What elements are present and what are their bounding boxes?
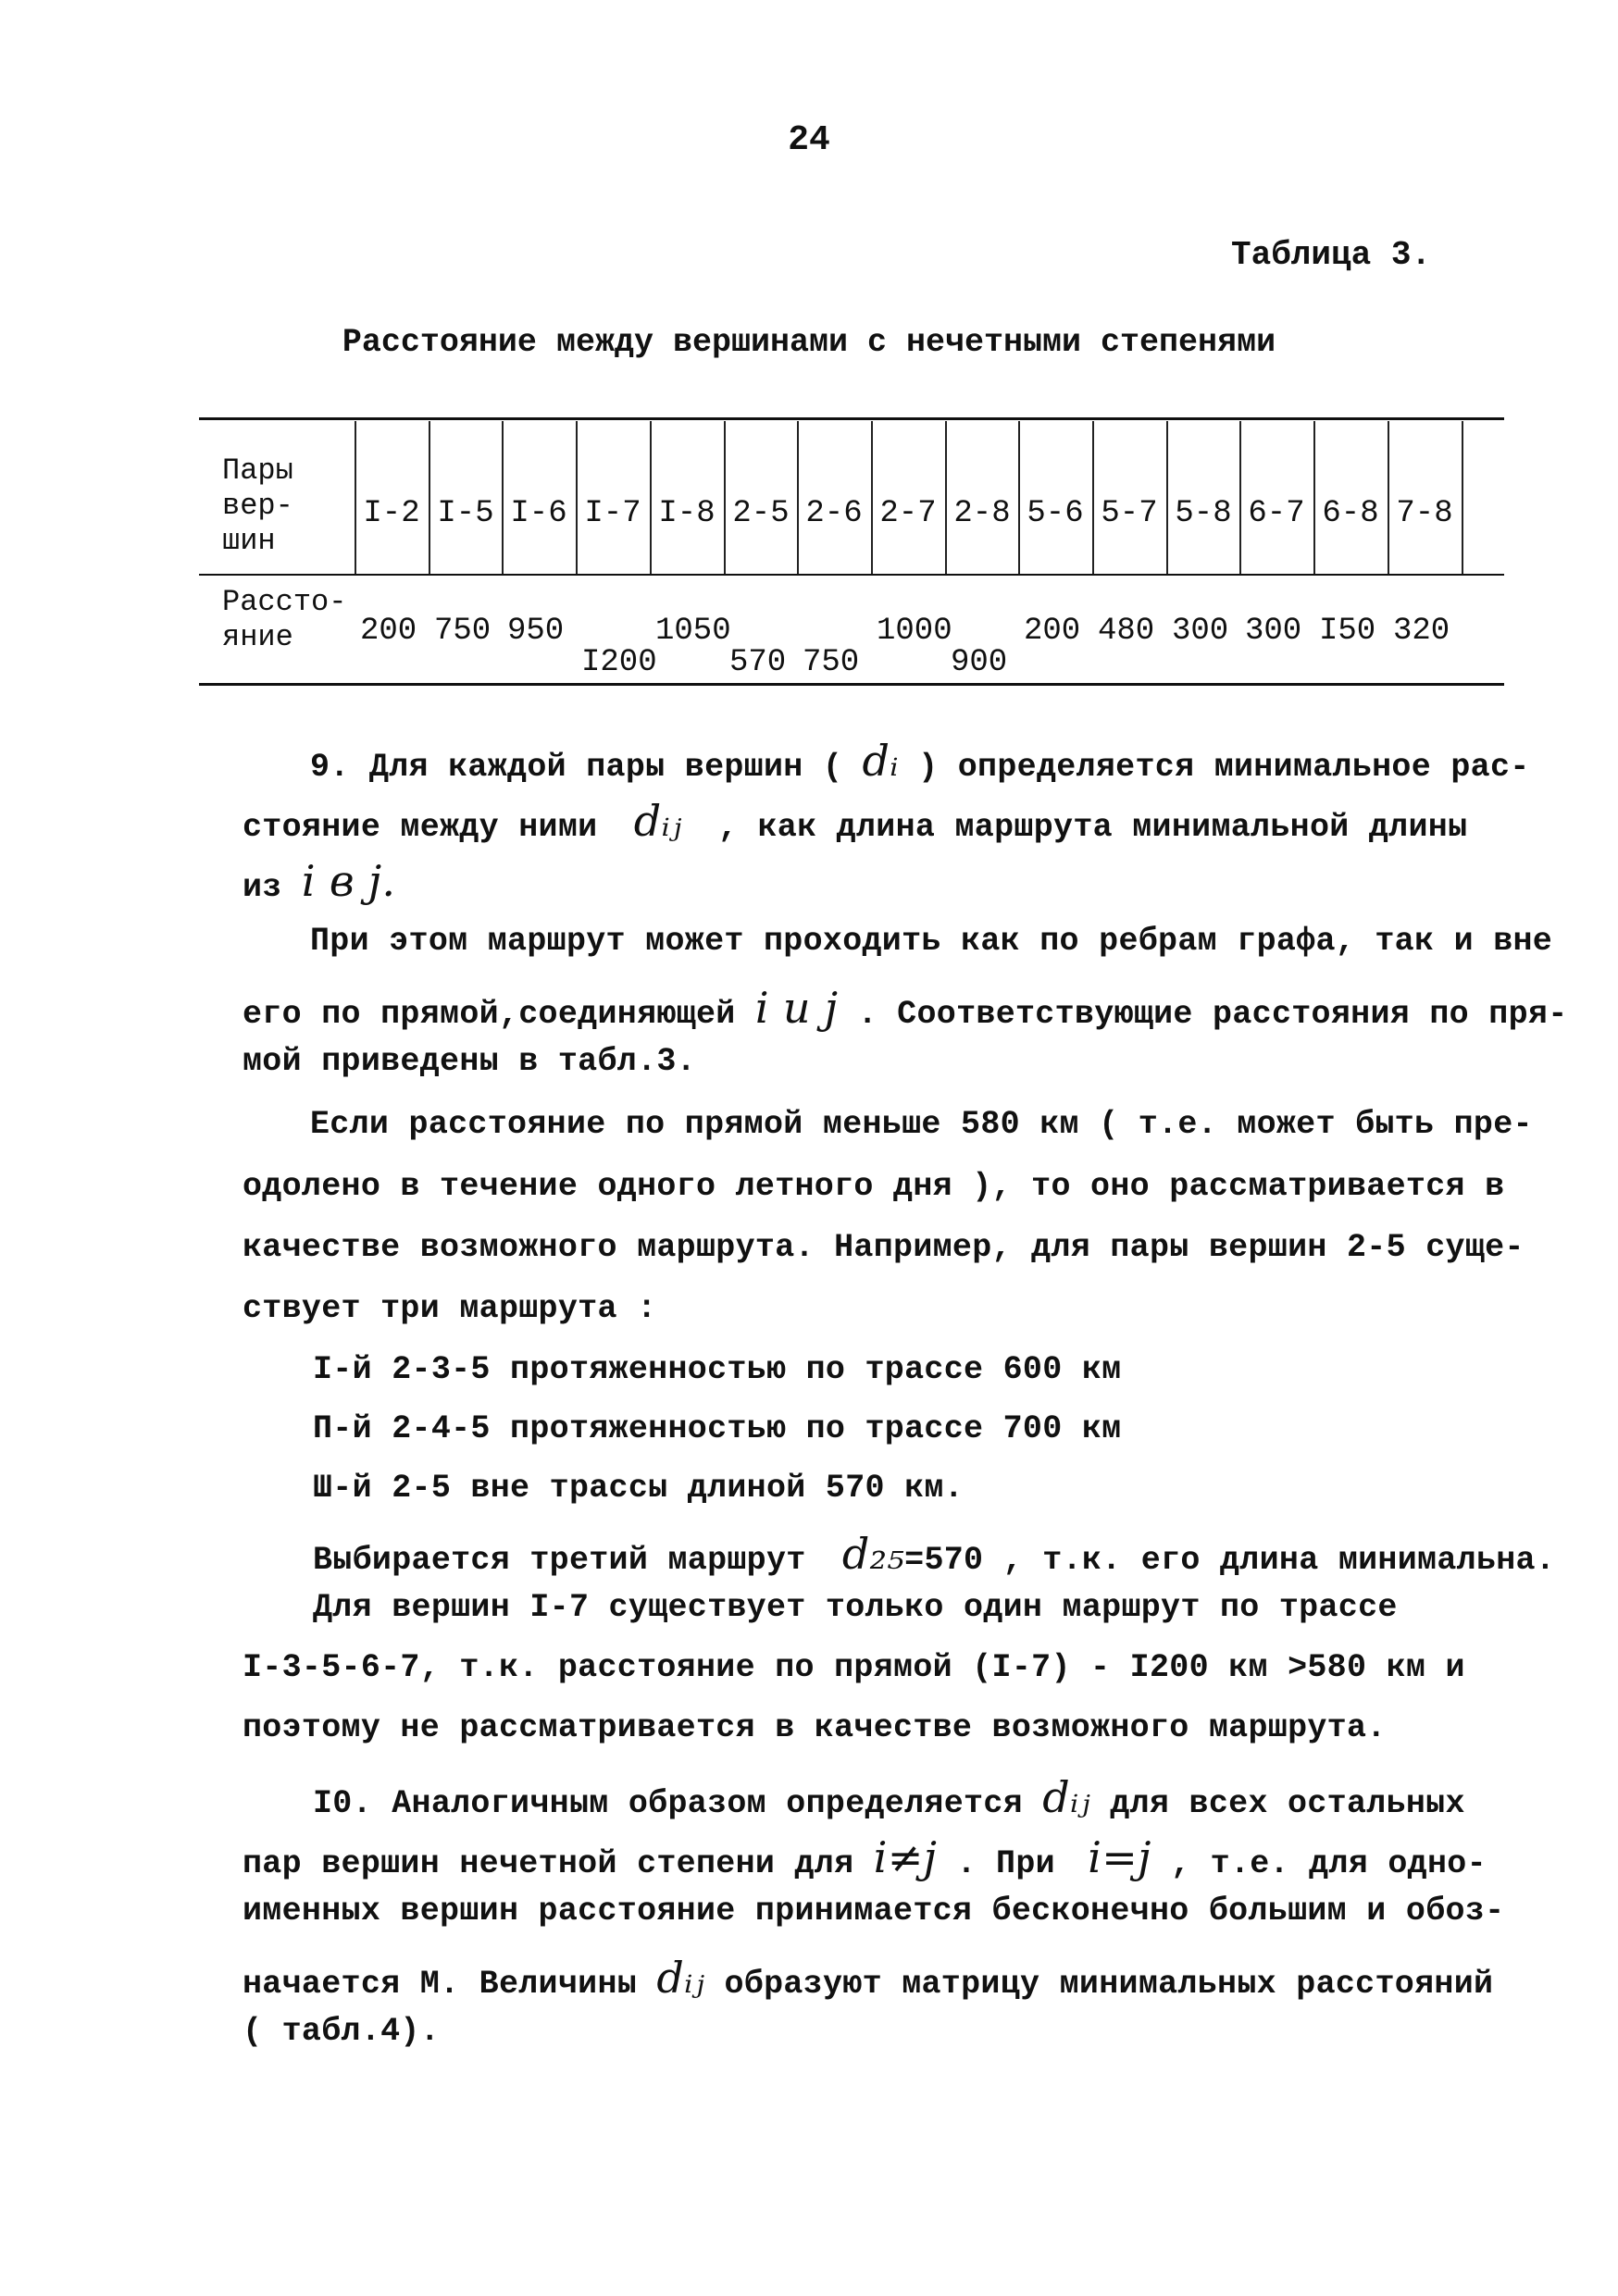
- table-column-header: I-8: [658, 496, 716, 531]
- text-fragment: начается М. Величины: [243, 1966, 638, 2003]
- text-fragment: I0. Аналогичным образом определяется: [313, 1785, 1023, 1822]
- table-cell-value: I50: [1319, 614, 1376, 649]
- table-column-header: 2-7: [879, 496, 937, 531]
- table-title: Расстояние между вершинами с нечетными степенями: [342, 324, 1276, 361]
- route-1: I-й 2-3-5 протяженностью по трассе 600 км: [313, 1351, 1122, 1388]
- handwritten-symbol: i в j.: [301, 856, 396, 906]
- table-cell-value: 1000: [877, 614, 952, 649]
- text-fragment: для всех остальных: [1110, 1785, 1465, 1822]
- table-cell-value-lower: 900: [951, 645, 1008, 680]
- text-fragment: из: [243, 869, 282, 906]
- table-column-header: 5-6: [1027, 496, 1084, 531]
- table-cell-value: 300: [1245, 614, 1302, 649]
- paragraph-c-line-2: I-3-5-6-7, т.к. расстояние по прямой (I-7) - I200 км >580 км и: [243, 1649, 1465, 1686]
- route-choice-line: [313, 1529, 1555, 1579]
- handwritten-symbol: dᵢⱼ: [633, 796, 682, 846]
- handwritten-symbol: i≠j: [873, 1832, 938, 1882]
- table-cell-value: 1050: [655, 614, 731, 649]
- text-fragment: Выбирается третий маршрут: [313, 1542, 806, 1579]
- table-cell-value: 300: [1172, 614, 1229, 649]
- table-column-header: I-2: [363, 496, 420, 531]
- table-column-header: 7-8: [1396, 496, 1453, 531]
- table-column-header: 2-8: [953, 496, 1011, 531]
- paragraph-10-line-4: [243, 1953, 1493, 2003]
- table-column-header: I-6: [510, 496, 567, 531]
- table-cell-value: 200: [1024, 614, 1081, 649]
- table-cell-value: 950: [507, 614, 565, 649]
- table-bottom-rule: [199, 683, 1504, 686]
- paragraph-a-line-1: При этом маршрут может проходить как по ребрам графа, так и вне: [310, 923, 1553, 960]
- handwritten-symbol: i и j: [754, 983, 839, 1033]
- text-fragment: , как длина маршрута минимальной длины: [717, 809, 1468, 846]
- table-cell-value: 750: [434, 614, 492, 649]
- text-fragment: образуют матрицу минимальных расстояний: [724, 1966, 1494, 2003]
- table-column-header: I-7: [584, 496, 641, 531]
- table-column-header: I-5: [437, 496, 494, 531]
- table-column-header: 2-6: [805, 496, 863, 531]
- paragraph-b-line-3: качестве возможного маршрута. Например, для пары вершин 2-5 суще-: [243, 1229, 1525, 1266]
- table-header-label: [222, 453, 293, 559]
- paragraph-c-line-1: Для вершин I-7 существует только один маршрут по трассе: [313, 1589, 1398, 1626]
- text-fragment: 9. Для каждой пары вершин (: [310, 749, 843, 786]
- table-cell-value-lower: 750: [803, 645, 860, 680]
- table-row-label-line: Рассто-: [222, 585, 347, 619]
- paragraph-10-line-2: [243, 1832, 1487, 1882]
- text-fragment: ) определяется минимальное рас-: [918, 749, 1530, 786]
- table-top-rule: [199, 417, 1504, 420]
- table-header-label-line: вер-: [222, 489, 293, 523]
- table-column-header: 6-7: [1248, 496, 1305, 531]
- handwritten-symbol: d₂₅: [841, 1529, 905, 1579]
- paragraph-9-line-1: [310, 736, 1530, 786]
- table-row-label-line: яние: [222, 620, 293, 654]
- table-column-header: 5-7: [1101, 496, 1158, 531]
- text-fragment: . При: [956, 1845, 1055, 1882]
- table-column-header: 5-8: [1175, 496, 1232, 531]
- text-fragment: , т.е. для одно-: [1171, 1845, 1487, 1882]
- paragraph-c-line-3: поэтому не рассматривается в качестве возможного маршрута.: [243, 1709, 1387, 1746]
- paragraph-10-line-3: именных вершин расстояние принимается бесконечно большим и обоз-: [243, 1893, 1505, 1930]
- table-column-header: 2-5: [732, 496, 790, 531]
- table-label: Таблица 3.: [1231, 236, 1432, 274]
- paragraph-a-line-2: [243, 983, 1568, 1033]
- handwritten-symbol: dᵢⱼ: [656, 1953, 705, 2003]
- text-fragment: . Соответствующие расстояния по пря-: [857, 996, 1568, 1033]
- handwritten-symbol: dᵢ: [862, 736, 899, 786]
- paragraph-10-line-5: ( табл.4).: [243, 2013, 441, 2050]
- route-3: Ш-й 2-5 вне трассы длиной 570 км.: [313, 1470, 965, 1507]
- text-fragment: его по прямой,соединяющей: [243, 996, 736, 1033]
- paragraph-10-line-1: [313, 1772, 1465, 1822]
- paragraph-9-line-2: [243, 796, 1467, 846]
- table-column-header: 6-8: [1322, 496, 1379, 531]
- text-fragment: стояние между ними: [243, 809, 598, 846]
- handwritten-symbol: i=j: [1088, 1832, 1151, 1882]
- table-cell-value: 480: [1098, 614, 1155, 649]
- paragraph-b-line-1: Если расстояние по прямой меньше 580 км ( т.е. может быть пре-: [310, 1106, 1533, 1143]
- table-cell-value: 320: [1393, 614, 1450, 649]
- text-fragment: пар вершин нечетной степени для: [243, 1845, 854, 1882]
- paragraph-b-line-4: ствует три маршрута :: [243, 1290, 657, 1327]
- table-cell-value: 200: [360, 614, 417, 649]
- handwritten-symbol: dᵢⱼ: [1042, 1772, 1091, 1822]
- route-2: П-й 2-4-5 протяженностью по трассе 700 км: [313, 1410, 1122, 1447]
- paragraph-b-line-2: одолено в течение одного летного дня ), то оно рассматривается в: [243, 1168, 1505, 1205]
- table-header-label-line: Пары: [222, 453, 293, 488]
- table-header-label-line: шин: [222, 524, 276, 558]
- page-number: 24: [788, 120, 830, 160]
- paragraph-a-line-3: мой приведены в табл.3.: [243, 1043, 696, 1080]
- table-cell-value-lower: 570: [729, 645, 787, 680]
- paragraph-9-line-3: [243, 856, 395, 906]
- text-fragment: =570 , т.к. его длина минимальна.: [904, 1542, 1556, 1579]
- table-header-rule: [199, 574, 1504, 576]
- table-cell-value-lower: I200: [581, 645, 657, 680]
- table-column-divider: [1462, 421, 1463, 574]
- table-row-label: [222, 585, 346, 655]
